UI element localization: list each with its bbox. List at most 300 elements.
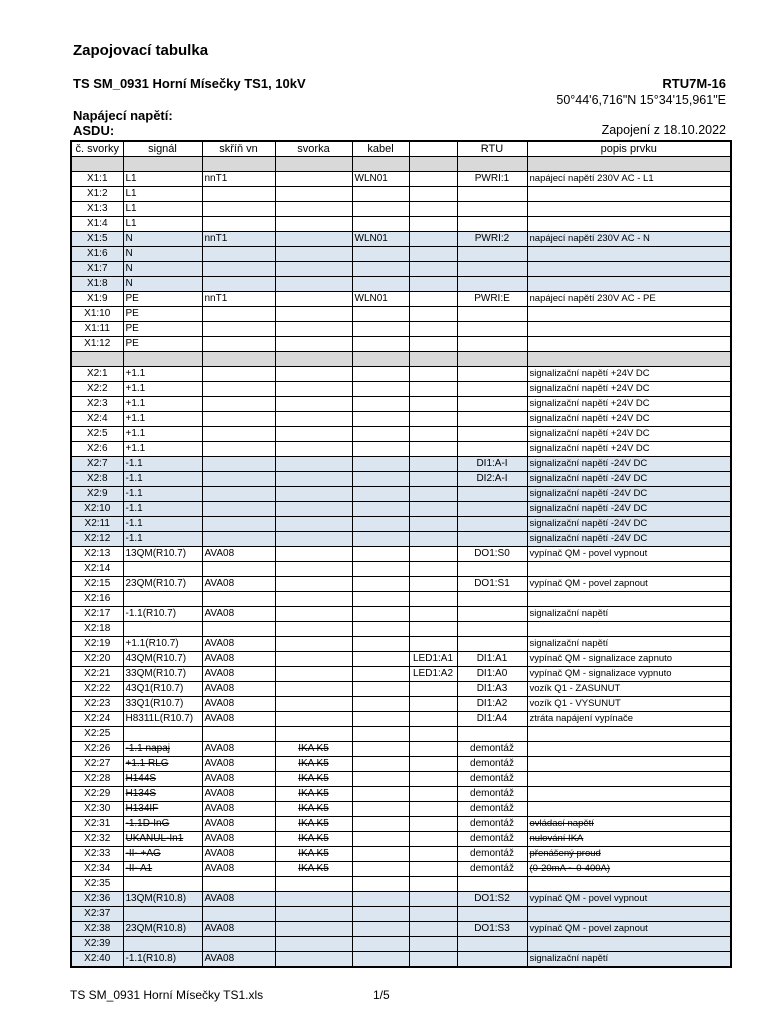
cell-description <box>527 757 731 772</box>
cell-hv-cabinet <box>202 592 275 607</box>
cell-signal: -1.1 napaj <box>123 742 202 757</box>
cell-clamp <box>275 352 352 367</box>
cell-terminal: X2:31 <box>71 817 123 832</box>
cell-led <box>409 307 457 322</box>
cell-hv-cabinet: AVA08 <box>202 922 275 937</box>
cell-clamp: IKA K5 <box>275 817 352 832</box>
table-row <box>71 382 731 397</box>
cell-hv-cabinet <box>202 487 275 502</box>
cell-clamp: IKA K5 <box>275 862 352 877</box>
cell-led <box>409 547 457 562</box>
cell-description: signalizační napětí <box>527 637 731 652</box>
cell-rtu <box>457 427 527 442</box>
cell-signal: -1.1 <box>123 502 202 517</box>
cell-led <box>409 682 457 697</box>
cell-led <box>409 787 457 802</box>
cell-clamp <box>275 322 352 337</box>
header-signal: signál <box>123 141 202 157</box>
cell-description: signalizační napětí +24V DC <box>527 427 731 442</box>
cell-signal <box>123 562 202 577</box>
table-row <box>71 187 731 202</box>
cell-clamp: IKA K5 <box>275 832 352 847</box>
cell-led <box>409 892 457 907</box>
cell-clamp <box>275 262 352 277</box>
header-rtu: RTU <box>457 141 527 157</box>
cell-signal: +1.1(R10.7) <box>123 637 202 652</box>
cell-clamp <box>275 712 352 727</box>
cell-led: LED1:A1 <box>409 652 457 667</box>
cell-signal: -1.1 <box>123 472 202 487</box>
cell-cable <box>352 772 409 787</box>
header-led <box>409 141 457 157</box>
cell-clamp <box>275 892 352 907</box>
cell-cable <box>352 262 409 277</box>
asdu-label: ASDU: <box>73 123 115 138</box>
cell-rtu <box>457 517 527 532</box>
cell-led <box>409 727 457 742</box>
cell-hv-cabinet: AVA08 <box>202 892 275 907</box>
document-title: Zapojovací tabulka <box>73 42 209 59</box>
cell-clamp <box>275 517 352 532</box>
cell-clamp <box>275 232 352 247</box>
table-row <box>71 802 731 817</box>
cell-cable <box>352 877 409 892</box>
cell-signal: N <box>123 232 202 247</box>
cell-hv-cabinet <box>202 382 275 397</box>
cell-led <box>409 532 457 547</box>
cell-terminal: X2:38 <box>71 922 123 937</box>
cell-description <box>527 187 731 202</box>
cell-terminal: X2:21 <box>71 667 123 682</box>
cell-cable <box>352 502 409 517</box>
cell-terminal: X2:32 <box>71 832 123 847</box>
cell-description <box>527 802 731 817</box>
table-row <box>71 922 731 937</box>
cell-hv-cabinet: AVA08 <box>202 742 275 757</box>
cell-clamp <box>275 682 352 697</box>
cell-description: (0-20mA ~ 0-400A) <box>527 862 731 877</box>
cell-led <box>409 262 457 277</box>
table-row <box>71 697 731 712</box>
table-row <box>71 667 731 682</box>
cell-led <box>409 367 457 382</box>
cell-led <box>409 742 457 757</box>
cell-signal: 43Q1(R10.7) <box>123 682 202 697</box>
cell-rtu <box>457 907 527 922</box>
cell-rtu <box>457 262 527 277</box>
cell-clamp <box>275 427 352 442</box>
cell-clamp <box>275 622 352 637</box>
cell-cable <box>352 487 409 502</box>
rtu-model: RTU7M-16 <box>662 76 726 91</box>
table-row <box>71 787 731 802</box>
cell-cable <box>352 457 409 472</box>
table-row <box>71 577 731 592</box>
table-row <box>71 412 731 427</box>
cell-clamp <box>275 502 352 517</box>
cell-rtu <box>457 307 527 322</box>
table-row <box>71 277 731 292</box>
cell-rtu <box>457 877 527 892</box>
cell-terminal: X2:30 <box>71 802 123 817</box>
cell-hv-cabinet: AVA08 <box>202 697 275 712</box>
cell-hv-cabinet: AVA08 <box>202 577 275 592</box>
cell-cable: WLN01 <box>352 172 409 187</box>
cell-hv-cabinet <box>202 457 275 472</box>
cell-cable <box>352 787 409 802</box>
cell-terminal: X1:12 <box>71 337 123 352</box>
cell-clamp: IKA K5 <box>275 772 352 787</box>
cell-description: signalizační napětí <box>527 952 731 968</box>
cell-signal <box>123 592 202 607</box>
cell-led: LED1:A2 <box>409 667 457 682</box>
cell-terminal: X2:10 <box>71 502 123 517</box>
cell-signal: -1.1 <box>123 487 202 502</box>
cell-hv-cabinet <box>202 322 275 337</box>
cell-rtu: demontáž <box>457 802 527 817</box>
cell-description <box>527 352 731 367</box>
cell-led <box>409 457 457 472</box>
table-row <box>71 172 731 187</box>
cell-clamp: IKA K5 <box>275 847 352 862</box>
cell-terminal: X2:29 <box>71 787 123 802</box>
table-header-row <box>71 141 731 157</box>
cell-rtu: demontáž <box>457 832 527 847</box>
cell-hv-cabinet: AVA08 <box>202 712 275 727</box>
cell-cable <box>352 727 409 742</box>
cell-cable <box>352 562 409 577</box>
cell-description <box>527 877 731 892</box>
cell-rtu <box>457 442 527 457</box>
cell-rtu <box>457 187 527 202</box>
cell-rtu <box>457 637 527 652</box>
cell-clamp: IKA K5 <box>275 757 352 772</box>
cell-terminal: X2:13 <box>71 547 123 562</box>
cell-description <box>527 742 731 757</box>
cell-description <box>527 337 731 352</box>
cell-signal <box>123 622 202 637</box>
cell-terminal: X2:37 <box>71 907 123 922</box>
cell-signal: +1.1 <box>123 367 202 382</box>
cell-description <box>527 202 731 217</box>
cell-clamp <box>275 337 352 352</box>
cell-description: signalizační napětí -24V DC <box>527 502 731 517</box>
cell-rtu: demontáž <box>457 772 527 787</box>
cell-rtu <box>457 952 527 968</box>
cell-clamp: IKA K5 <box>275 742 352 757</box>
table-row <box>71 397 731 412</box>
cell-led <box>409 517 457 532</box>
cell-description <box>527 307 731 322</box>
cell-description: vypínač QM - povel zapnout <box>527 922 731 937</box>
cell-rtu: DI1:A1 <box>457 652 527 667</box>
cell-cable <box>352 907 409 922</box>
cell-led <box>409 247 457 262</box>
cell-led <box>409 847 457 862</box>
cell-led <box>409 832 457 847</box>
table-row <box>71 532 731 547</box>
cell-cable <box>352 937 409 952</box>
cell-description <box>527 217 731 232</box>
table-row <box>71 472 731 487</box>
table-row <box>71 772 731 787</box>
cell-rtu: demontáž <box>457 742 527 757</box>
cell-clamp <box>275 157 352 172</box>
table-row <box>71 592 731 607</box>
cell-cable <box>352 952 409 968</box>
supply-voltage-label: Napájecí napětí: <box>73 108 173 123</box>
cell-terminal: X2:9 <box>71 487 123 502</box>
cell-signal: L1 <box>123 172 202 187</box>
cell-hv-cabinet: nnT1 <box>202 292 275 307</box>
cell-hv-cabinet <box>202 472 275 487</box>
cell-cable <box>352 922 409 937</box>
cell-cable <box>352 367 409 382</box>
cell-led <box>409 802 457 817</box>
table-row <box>71 232 731 247</box>
cell-hv-cabinet: AVA08 <box>202 832 275 847</box>
cell-terminal: X1:11 <box>71 322 123 337</box>
cell-rtu <box>457 382 527 397</box>
cell-clamp: IKA K5 <box>275 802 352 817</box>
table-row <box>71 862 731 877</box>
cell-terminal: X2:39 <box>71 937 123 952</box>
cell-terminal: X1:2 <box>71 187 123 202</box>
cell-hv-cabinet: AVA08 <box>202 802 275 817</box>
cell-signal: -1.1 <box>123 457 202 472</box>
cell-description: vozík Q1 - VYSUNUT <box>527 697 731 712</box>
cell-signal: -1.1(R10.8) <box>123 952 202 968</box>
table-row <box>71 622 731 637</box>
cell-cable <box>352 652 409 667</box>
cell-description: signalizační napětí -24V DC <box>527 457 731 472</box>
cell-led <box>409 427 457 442</box>
cell-signal: L1 <box>123 187 202 202</box>
cell-cable <box>352 517 409 532</box>
cell-led <box>409 202 457 217</box>
cell-description: vypínač QM - povel zapnout <box>527 577 731 592</box>
cell-cable <box>352 817 409 832</box>
cell-rtu: demontáž <box>457 757 527 772</box>
cell-signal: PE <box>123 307 202 322</box>
cell-terminal: X2:27 <box>71 757 123 772</box>
cell-led <box>409 352 457 367</box>
cell-hv-cabinet <box>202 442 275 457</box>
cell-description: nulování IKA <box>527 832 731 847</box>
cell-cable <box>352 187 409 202</box>
cell-led <box>409 622 457 637</box>
cell-terminal: X2:1 <box>71 367 123 382</box>
cell-rtu <box>457 937 527 952</box>
cell-led <box>409 472 457 487</box>
cell-description <box>527 907 731 922</box>
cell-clamp <box>275 922 352 937</box>
cell-hv-cabinet <box>202 337 275 352</box>
cell-terminal: X1:4 <box>71 217 123 232</box>
cell-description: signalizační napětí +24V DC <box>527 412 731 427</box>
cell-description: signalizační napětí -24V DC <box>527 472 731 487</box>
cell-terminal: X2:19 <box>71 637 123 652</box>
cell-clamp <box>275 607 352 622</box>
cell-signal: L1 <box>123 202 202 217</box>
table-row <box>71 937 731 952</box>
connection-date: Zapojení z 18.10.2022 <box>601 123 726 137</box>
cell-signal: 23QM(R10.7) <box>123 577 202 592</box>
cell-rtu: DO1:S0 <box>457 547 527 562</box>
cell-terminal: X2:8 <box>71 472 123 487</box>
cell-led <box>409 292 457 307</box>
cell-led <box>409 907 457 922</box>
cell-terminal <box>71 352 123 367</box>
cell-description: vypínač QM - povel vypnout <box>527 892 731 907</box>
cell-clamp <box>275 472 352 487</box>
cell-cable <box>352 217 409 232</box>
cell-signal: +1.1 <box>123 382 202 397</box>
header-terminal: č. svorky <box>71 141 123 157</box>
cell-led <box>409 412 457 427</box>
cell-terminal: X1:10 <box>71 307 123 322</box>
cell-signal: PE <box>123 322 202 337</box>
cell-clamp <box>275 457 352 472</box>
table-row <box>71 847 731 862</box>
cell-terminal: X2:40 <box>71 952 123 968</box>
cell-description: signalizační napětí -24V DC <box>527 487 731 502</box>
cell-hv-cabinet: nnT1 <box>202 232 275 247</box>
table-row <box>71 712 731 727</box>
cell-hv-cabinet <box>202 727 275 742</box>
cell-rtu <box>457 727 527 742</box>
cell-signal: H8311L(R10.7) <box>123 712 202 727</box>
header-clamp: svorka <box>275 141 352 157</box>
cell-led <box>409 637 457 652</box>
cell-clamp <box>275 667 352 682</box>
cell-signal: 43QM(R10.7) <box>123 652 202 667</box>
cell-rtu: DO1:S3 <box>457 922 527 937</box>
cell-cable <box>352 577 409 592</box>
cell-clamp <box>275 547 352 562</box>
cell-cable <box>352 307 409 322</box>
cell-led <box>409 337 457 352</box>
cell-description: napájecí napětí 230V AC - PE <box>527 292 731 307</box>
cell-hv-cabinet <box>202 427 275 442</box>
cell-cable <box>352 277 409 292</box>
cell-rtu <box>457 622 527 637</box>
cell-terminal: X2:22 <box>71 682 123 697</box>
table-row <box>71 367 731 382</box>
table-row <box>71 562 731 577</box>
cell-signal <box>123 727 202 742</box>
cell-hv-cabinet <box>202 877 275 892</box>
cell-rtu: PWRI:1 <box>457 172 527 187</box>
cell-clamp <box>275 532 352 547</box>
cell-hv-cabinet <box>202 412 275 427</box>
cell-signal: PE <box>123 337 202 352</box>
cell-hv-cabinet <box>202 262 275 277</box>
cell-description <box>527 247 731 262</box>
cell-cable: WLN01 <box>352 292 409 307</box>
cell-clamp <box>275 727 352 742</box>
cell-cable <box>352 862 409 877</box>
cell-rtu <box>457 487 527 502</box>
cell-terminal: X2:5 <box>71 427 123 442</box>
cell-cable <box>352 667 409 682</box>
cell-hv-cabinet: AVA08 <box>202 547 275 562</box>
cell-cable <box>352 592 409 607</box>
cell-rtu <box>457 532 527 547</box>
cell-rtu: DI1:A2 <box>457 697 527 712</box>
table-row <box>71 247 731 262</box>
cell-signal: -1.1D-InG <box>123 817 202 832</box>
cell-description <box>527 322 731 337</box>
cell-led <box>409 397 457 412</box>
cell-rtu: DI2:A-I <box>457 472 527 487</box>
cell-rtu <box>457 157 527 172</box>
cell-clamp <box>275 697 352 712</box>
header-cable: kabel <box>352 141 409 157</box>
cell-hv-cabinet: nnT1 <box>202 172 275 187</box>
cell-cable <box>352 547 409 562</box>
cell-clamp <box>275 487 352 502</box>
cell-terminal: X1:7 <box>71 262 123 277</box>
cell-signal: H134S <box>123 787 202 802</box>
cell-rtu <box>457 562 527 577</box>
cell-signal: +1.1 <box>123 442 202 457</box>
cell-cable <box>352 697 409 712</box>
table-row <box>71 457 731 472</box>
cell-rtu <box>457 352 527 367</box>
cell-cable <box>352 832 409 847</box>
cell-terminal: X2:11 <box>71 517 123 532</box>
cell-hv-cabinet: AVA08 <box>202 682 275 697</box>
cell-signal: N <box>123 262 202 277</box>
cell-terminal: X1:6 <box>71 247 123 262</box>
cell-description <box>527 277 731 292</box>
cell-terminal: X2:12 <box>71 532 123 547</box>
cell-led <box>409 172 457 187</box>
cell-clamp <box>275 637 352 652</box>
table-row <box>71 262 731 277</box>
table-row <box>71 202 731 217</box>
cell-cable <box>352 757 409 772</box>
table-row <box>71 217 731 232</box>
cell-signal <box>123 937 202 952</box>
cell-clamp <box>275 442 352 457</box>
cell-hv-cabinet <box>202 562 275 577</box>
cell-signal: N <box>123 247 202 262</box>
cell-rtu: demontáž <box>457 862 527 877</box>
cell-clamp <box>275 562 352 577</box>
cell-signal: 13QM(R10.8) <box>123 892 202 907</box>
cell-cable <box>352 682 409 697</box>
cell-terminal: X2:36 <box>71 892 123 907</box>
cell-clamp <box>275 277 352 292</box>
cell-terminal: X2:6 <box>71 442 123 457</box>
cell-signal: H134IF <box>123 802 202 817</box>
cell-led <box>409 187 457 202</box>
cell-hv-cabinet: AVA08 <box>202 847 275 862</box>
cell-terminal: X2:7 <box>71 457 123 472</box>
cell-terminal <box>71 157 123 172</box>
cell-rtu: demontáž <box>457 847 527 862</box>
table-row <box>71 892 731 907</box>
table-row <box>71 637 731 652</box>
cell-terminal: X2:23 <box>71 697 123 712</box>
cell-led <box>409 577 457 592</box>
cell-rtu: DO1:S2 <box>457 892 527 907</box>
cell-terminal: X2:26 <box>71 742 123 757</box>
cell-terminal: X1:9 <box>71 292 123 307</box>
cell-description: vypínač QM - signalizace vypnuto <box>527 667 731 682</box>
